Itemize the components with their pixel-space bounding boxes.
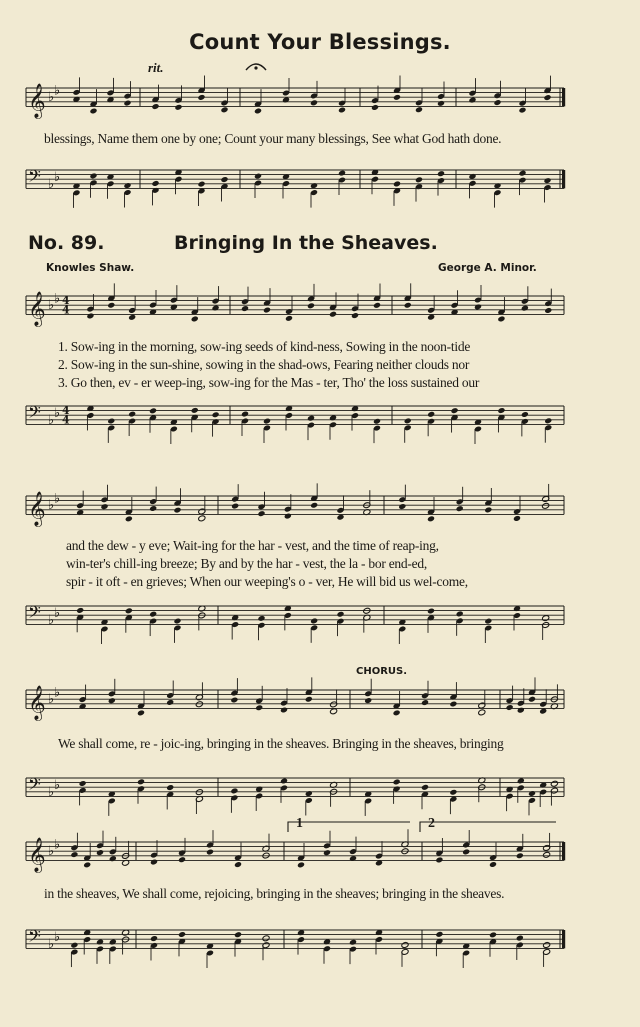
flat-icon: ♭ (54, 405, 61, 421)
note-head (128, 314, 136, 321)
note-head (212, 411, 220, 418)
note-head (263, 418, 271, 425)
note-head (506, 704, 514, 711)
first-ending-bracket (288, 822, 410, 832)
flat-icon: ♭ (54, 837, 61, 853)
note-head (234, 861, 242, 868)
note-head (125, 515, 133, 522)
note-head (109, 855, 117, 862)
note-head (89, 172, 97, 179)
note-head (150, 935, 158, 942)
note-head (427, 515, 435, 522)
note-head (310, 502, 318, 509)
final-barline (562, 930, 565, 948)
note-head (336, 514, 344, 521)
chorus-lyric-line: in the sheaves, We shall come, rejoicing, bringing in the sheaves; bringing in the sheaves. (44, 886, 505, 901)
note-head (393, 709, 401, 716)
flat-icon: ♭ (48, 298, 55, 314)
note-head (128, 411, 136, 418)
note-head (456, 505, 464, 512)
note-head (543, 177, 551, 184)
note-head (220, 106, 228, 113)
note-head (517, 777, 525, 784)
note-head (307, 302, 315, 309)
flat-icon: ♭ (54, 169, 61, 185)
bass-clef-icon: 𝄢 (28, 925, 41, 950)
note-head (364, 697, 372, 704)
bass-clef-icon: 𝄢 (28, 773, 41, 798)
flat-icon: ♭ (48, 612, 55, 628)
note-head (257, 615, 265, 622)
verse-line: 1. Sow-ing in the morning, sow-ing seeds of kind-ness, Sowing in the noon-tide (58, 339, 471, 354)
note-head (336, 611, 344, 618)
flat-icon: ♭ (48, 412, 55, 428)
note-head (206, 849, 214, 856)
note-head (79, 780, 87, 787)
treble-clef-icon: 𝄞 (28, 83, 46, 119)
note-head (427, 608, 435, 615)
note-head (513, 515, 521, 522)
flat-icon: ♭ (54, 605, 61, 621)
note-head (149, 407, 157, 414)
note-head (373, 418, 381, 425)
note-head (415, 106, 423, 113)
note-head (310, 618, 318, 625)
note-head (307, 415, 315, 422)
page-title: Count Your Blessings. (189, 30, 451, 54)
verse-line: win-ter's chill-ing breeze; By and by the har - vest, the la - bor end-ed, (66, 556, 428, 571)
note-head (518, 170, 526, 177)
note-head (173, 618, 181, 625)
note-head (349, 939, 357, 946)
note-head (178, 856, 186, 863)
treble-clef-icon: 𝄞 (28, 491, 46, 527)
note-head (330, 708, 338, 715)
note-head (497, 316, 505, 323)
flat-icon: ♭ (54, 491, 61, 507)
note-head (542, 615, 550, 622)
note-head (241, 305, 249, 312)
note-head (297, 861, 305, 868)
note-head (262, 935, 270, 942)
flat-icon: ♭ (48, 498, 55, 514)
note-head (338, 107, 346, 114)
note-head (230, 787, 238, 794)
note-head (263, 307, 271, 314)
note-head (254, 173, 262, 180)
flat-icon: ♭ (48, 936, 55, 952)
bass-clef-icon: 𝄢 (28, 165, 41, 190)
bass-clef-icon: 𝄢 (28, 401, 41, 426)
final-barline (562, 88, 565, 106)
note-head (280, 707, 288, 714)
note-head (478, 709, 486, 716)
note-head (70, 851, 78, 858)
flat-icon: ♭ (48, 692, 55, 708)
note-head (89, 108, 97, 115)
verse-line: 3. Go then, ev - er weep-ing, sow-ing for the Mas - ter, Tho' the loss sustained our (58, 375, 480, 390)
note-head (70, 942, 78, 949)
note-head (484, 506, 492, 513)
note-head (542, 502, 550, 509)
time-signature: 4 (62, 303, 70, 317)
note-head (234, 931, 242, 938)
note-head (108, 697, 116, 704)
note-head (544, 307, 552, 314)
note-head (415, 176, 423, 183)
note-head (427, 411, 435, 418)
note-head (191, 407, 199, 414)
hymn-title: Bringing In the Sheaves. (174, 232, 438, 254)
note-head (280, 778, 288, 785)
note-head (76, 607, 84, 614)
flat-icon: ♭ (48, 176, 55, 192)
note-head (107, 418, 115, 425)
note-head (468, 97, 476, 104)
note-head (435, 931, 443, 938)
flat-icon: ♭ (54, 83, 61, 99)
treble-clef-icon: 𝄞 (28, 685, 46, 721)
note-head (305, 696, 313, 703)
note-head (437, 100, 445, 107)
note-head (198, 515, 206, 522)
second-ending-bracket (420, 822, 556, 832)
note-head (543, 942, 551, 949)
note-head (149, 505, 157, 512)
note-head (544, 417, 552, 424)
final-barline (562, 842, 565, 860)
note-head (151, 180, 159, 187)
note-head (550, 780, 558, 787)
flat-icon: ♭ (54, 685, 61, 701)
chorus-lyric-line: We shall come, re - joic-ing, bringing in the sheaves. Bringing in the sheaves, bringing (58, 736, 504, 751)
note-head (166, 699, 174, 706)
note-head (310, 99, 318, 106)
note-head (100, 503, 108, 510)
time-signature: 4 (62, 404, 70, 418)
lyricist-credit: Knowles Shaw. (46, 262, 135, 274)
note-head (254, 108, 262, 115)
note-head (166, 784, 174, 791)
lyric-line: blessings, Name them one by one; Count your many blessings, See what God hath done. (44, 131, 502, 146)
note-head (404, 417, 412, 424)
flat-icon: ♭ (48, 844, 55, 860)
second-ending-label: 2 (428, 816, 435, 831)
note-head (449, 789, 457, 796)
note-head (421, 699, 429, 706)
final-barline (562, 170, 565, 188)
note-head (435, 857, 443, 864)
flat-icon: ♭ (48, 90, 55, 106)
note-head (284, 513, 292, 520)
note-head (401, 942, 409, 949)
note-head (197, 94, 205, 101)
treble-clef-icon: 𝄞 (28, 837, 46, 873)
note-head (137, 709, 145, 716)
note-head (393, 94, 401, 101)
note-head (528, 696, 536, 703)
note-head (149, 611, 157, 618)
note-head (521, 411, 529, 418)
note-head (351, 312, 359, 319)
note-head (137, 778, 145, 785)
time-signature: 4 (62, 294, 70, 308)
fermata-dot (254, 66, 257, 69)
time-signature: 4 (62, 413, 70, 427)
note-head (516, 935, 524, 942)
hymn-number: No. 89. (28, 232, 105, 254)
note-head (150, 859, 158, 866)
note-head (86, 313, 94, 320)
note-head (191, 316, 199, 323)
first-ending-label: 1 (296, 816, 303, 831)
note-head (521, 305, 529, 312)
flat-icon: ♭ (54, 929, 61, 945)
note-head (421, 784, 429, 791)
note-head (437, 170, 445, 177)
note-head (462, 848, 470, 855)
note-head (516, 852, 524, 859)
note-head (489, 861, 497, 868)
note-head (257, 510, 265, 517)
note-head (517, 707, 525, 714)
note-head (543, 94, 551, 101)
note-head (449, 701, 457, 708)
note-head (518, 107, 526, 114)
note-head (484, 618, 492, 625)
note-head (489, 931, 497, 938)
note-head (230, 697, 238, 704)
chorus-label: CHORUS. (356, 666, 408, 677)
note-head (241, 411, 249, 418)
bass-clef-icon: 𝄢 (28, 601, 41, 626)
note-head (371, 104, 379, 111)
note-head (451, 407, 459, 414)
note-head (151, 103, 159, 110)
note-head (173, 507, 181, 514)
verse-line: and the dew - y eve; Wait-ing for the har - vest, and the time of reap-ing, (66, 538, 439, 553)
note-head (456, 611, 464, 618)
note-head (398, 503, 406, 510)
note-head (493, 99, 501, 106)
note-head (373, 302, 381, 309)
note-head (329, 311, 337, 318)
note-head (83, 861, 91, 868)
note-head (96, 849, 104, 856)
tempo-mark: rit. (148, 60, 164, 75)
note-head (107, 302, 115, 309)
note-head (125, 607, 133, 614)
note-head (528, 790, 536, 797)
note-head (174, 104, 182, 111)
note-head (474, 303, 482, 310)
note-head (255, 704, 263, 711)
note-head (404, 302, 412, 309)
note-head (543, 851, 551, 858)
note-head (323, 849, 331, 856)
verse-line: 2. Sow-ing in the sun-shine, sowing in the shad-ows, Fearing neither clouds nor (58, 357, 470, 372)
note-head (338, 170, 346, 177)
note-head (285, 315, 293, 322)
note-head (393, 779, 401, 786)
note-head (178, 931, 186, 938)
note-head (220, 176, 228, 183)
note-head (497, 407, 505, 414)
treble-clef-icon: 𝄞 (28, 291, 46, 327)
flat-icon: ♭ (54, 291, 61, 307)
note-head (231, 503, 239, 510)
flat-icon: ♭ (48, 784, 55, 800)
verse-line: spir - it oft - en grieves; When our weeping's o - ver, He will bid us wel-come, (66, 574, 468, 589)
note-head (393, 181, 401, 188)
note-head (123, 100, 131, 107)
flat-icon: ♭ (54, 777, 61, 793)
composer-credit: George A. Minor. (438, 262, 537, 274)
note-head (197, 181, 205, 188)
